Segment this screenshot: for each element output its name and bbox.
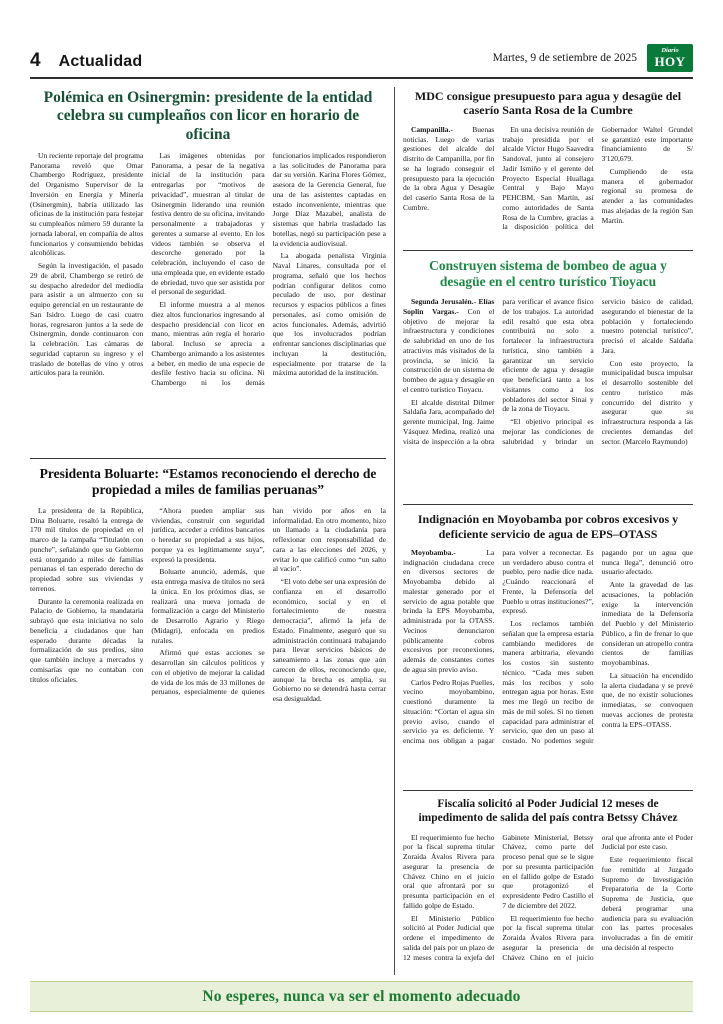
- paragraph: Con este proyecto, la municipalidad busca impulsar el desarrollo sostenible del centro turístico más concurrido del distrito y asegurar que su infraestructura responda a las crecientes demandas del sector. (Marcelo Raymundo): [601, 358, 693, 446]
- logo-hoy-text: HOY: [654, 53, 686, 69]
- article-osinergmin: [30, 89, 386, 451]
- paragraph: Boluarte anunció, además, que esta entrega masiva de títulos no será la única. En los próximos días, se realizará una nueva jornada de formalización a cargo del Ministerio de Desarrollo Agrario y Riego (Midagri), enfocada en predios rurales.: [151, 567, 265, 645]
- paragraph: El Ministerio Público solicitó al Poder Judicial que ordene el impedimento de salida del país por un plazo de 12 meses contra la exjefa del Gabinete Ministerial, Betssy Chávez, como parte del proceso penal que se le sigue por su presunta participación en el fallido golpe de Estado que protagonizó el expresidente Pedro Castillo el 7 de diciembre del 2022.: [403, 832, 594, 962]
- headline-mdc: MDC consigue presupuesto para agua y desagüe del caserío Santa Rosa de la Cumbre: [414, 89, 682, 118]
- paragraph: La abogada penalista Virginia Naval Linares, consultada por el programa, señaló que los hechos podrían configurar delitos como peculado de uso, por destinar recursos y espacios públicos a fines personales, así como omisión de actos funcionales. Además, advirtió que los involucrados podrían enfrentar sanciones disciplinarias que incluyan la destitución, especialmente por tratarse de la máxima autoridad de la institución.: [272, 251, 386, 378]
- paragraph: Carlos Pedro Rojas Puelles, vecino moyobambino, cuestionó duramente la situación: “Cortan el agua sin previo aviso, cuando el servicio ya es deficiente. Y encima nos obligan a pagar para volver a reconectar. Es un verdadero abuso contra el pueblo, pero nadie dice nada. ¿Cuándo reaccionará el Frente, la Defensoría del Pueblo u otras instituciones?”, expresó.: [403, 547, 594, 746]
- page-content: [30, 79, 693, 975]
- article-mdc: [403, 89, 693, 243]
- paragraph: Campanilla.- Buenas noticias. Luego de varias gestiones del alcalde del distrito de Campanilla, por fin se ha logrado conseguir el presupuesto para la ejecución de la obra Agua y Desagüe del caserío Santa Rosa de la Cumbre.: [403, 124, 495, 212]
- page-date: Martes, 9 de setiembre de 2025: [492, 52, 637, 64]
- logo-diario-text: Diario: [661, 47, 679, 55]
- article-moyobamba: [403, 512, 693, 783]
- banner-text: No esperes, nunca va ser el momento adecuado: [202, 987, 521, 1005]
- headline-fiscalia: Fiscalía solicitó al Poder Judicial 12 meses de impedimento de salida del país contra Betssy Chávez: [418, 797, 678, 824]
- page-header: [30, 44, 693, 79]
- paragraph: Las imágenes obtenidas por Panorama, a pesar de la negativa inicial de la institución para entregarlas por “motivos de privacidad”, muestran al titular de Osinergmin liderando una reunión festiva dentro de su oficina, invitando personalmente a trabajadoras y gerentes a sumarse al evento. En los videos también se observa el descorche generado por la celebración, incluyendo el caso de una empleada que, en evidente estado de ebriedad, tuvo que ser asistida por el personal de seguridad.: [151, 150, 265, 297]
- paragraph: Ante la gravedad de las acusaciones, la población exige la intervención inmediata de la Defensoría del Pueblo y del Ministerio Público, a fin de frenar lo que consideran un atropello contra cientos de familias moyobambinas.: [601, 580, 693, 668]
- diario-hoy-logo: [647, 44, 693, 72]
- paragraph: “Ahora pueden ampliar sus viviendas, construir con seguridad jurídica, acceder a créditos bancarios o heredar su propiedad a sus hijos, porque ya es legítimamente suya”, expresó la presidenta.: [151, 505, 265, 564]
- headline-osinergmin: Polémica en Osinergmin: presidente de la entidad celebra su cumpleaños con licor en horario de oficina: [43, 89, 373, 143]
- headline-moyobamba: Indignación en Moyobamba por cobros excesivos y deficiente servicio de agua de EPS–OTASS: [417, 512, 679, 541]
- vertical-divider: [394, 87, 395, 975]
- paragraph: Cumpliendo de esta manera el gobernador regional su promesa de atender a las comunidades mas alejadas de la región San Martín.: [601, 166, 693, 225]
- page-number: 4: [30, 50, 41, 71]
- article-body: [30, 151, 386, 451]
- paragraph: La situación ha encendido la alerta ciudadana y se prevé que, de no existir soluciones inmediatas, se convoquen nuevas acciones de protesta contra la EPS–OTASS.: [601, 670, 693, 729]
- divider: [403, 250, 693, 251]
- paragraph: El alcalde distrital Dilmer Saldaña Jara, acompañado del gerente municipal, Ing. Jaime Vásquez Medina, realizó una visita de inspección a la obra para verificar el avance físico de los trabajos. La autoridad edil resaltó que esta obra contribuirá no solo a fortalecer la infraestructura turística, sino también a garantizar un servicio eficiente de agua y desagüe que beneficiará tanto a los visitantes como a los pobladores del sector Sinai y de la zona de Tioyacu.: [403, 297, 594, 446]
- paragraph: “El objetivo principal es mejorar las condiciones de salubridad y brindar un servicio básico de calidad, asegurando el bienestar de la población y fortaleciendo nuestro potencial turístico”, precisó el alcalde Saldaña Jara.: [502, 297, 693, 446]
- paragraph: Un reciente reportaje del programa Panorama reveló que Omar Chambergo Rodríguez, presidente del Organismo Supervisor de la Inversión en Energía y Minería (Osinergmin), habría utilizado las oficinas de la institución para festejar su cumpleaños número 59 durante la jornada laboral, en compañía de altos funcionarios y consumiendo bebidas alcohólicas.: [30, 150, 144, 258]
- article-body: [403, 125, 693, 243]
- headline-boluarte: Presidenta Boluarte: “Estamos reconociendo el derecho de propiedad a miles de familias peruanas”: [39, 465, 377, 498]
- article-body: [403, 548, 693, 783]
- article-body: [403, 833, 693, 975]
- paragraph: El informe muestra a al menos diez altos funcionarios ingresando al despacho presidencial con licor en mano, mientras aún regía el horario laboral. Incluso se aprecia a Chambergo animando a los asistentes a beber, en medio de una especie de desfile festivo hacia su oficina. Ni Chambergo ni los demás funcionarios implicados respondieron a las solicitudes de Panorama para dar su versión. Karina Flores Gómez, asesora de la Gerencia General, fue una de las asistentes captadas en estado inconveniente, mientras que Jorge Díaz Mazabel, analista de sistemas que habría trasladado las botellas, negó su participación pese a la evidencia audiovisual.: [151, 150, 386, 388]
- divider: [403, 504, 693, 505]
- paragraph: Este requerimiento fiscal fue remitido al Juzgado Supremo de Investigación Preparatoria de la Corte Suprema de Justicia, que deberá programar una audiencia para su evaluación con las partes procesales involucradas a fin de emitir una decisión al respecto: [601, 855, 693, 952]
- article-body: [403, 297, 693, 497]
- paragraph: Afirmó que estas acciones se desarrollan sin cálculos políticos y con el objetivo de mejorar la calidad de vida de los más de 33 millones de peruanos, especialmente de quienes han vivido por años en la informalidad. En otro momento, hizo un llamado a la ciudadanía para reflexionar con responsabilidad de cara a las elecciones del 2026, y evitar lo que calificó como “un salto al vacío”.: [151, 505, 386, 697]
- section-title: Actualidad: [58, 53, 143, 70]
- paragraph: El requerimiento fue hecho por la fiscal suprema titular Zoraida Ávalos Rivera para asegurar la presencia de Chávez Chino en el juicio oral que afronta ante el Poder Judicial por este caso.: [502, 832, 693, 962]
- paragraph: En una decisiva reunión de trabajo presidida por el alcalde Víctor Hugo Saavedra Sandoval, junto al consejero Jadir Ismiño y el gerente del Proyecto Especial Huallaga Central y Bajo Mayo PEHCBM, San Martín, así como autoridades de Santa Rosa de la Cumbre, gracias a la disposición política del Gobernador Waltel Grundel se garantizó este importante financiamiento de S/ 3'120,679.: [502, 124, 693, 232]
- left-column: [30, 87, 386, 975]
- paragraph: Segunda Jerusalén.- Elías Soplin Vargas.- Con el objetivo de mejorar la infraestructura y condiciones de salubridad en uno de los atractivos más visitados de la provincia, se inició la construcción de un sistema de bombeo de agua y desagüe en el centro turístico Tioyacu.: [403, 297, 495, 394]
- divider: [30, 458, 386, 459]
- paragraph: La presidenta de la República, Dina Boluarte, resaltó la entrega de 170 mil títulos de propiedad en el marco de la campaña “Titulatón con punche”, señalando que su Gobierno está otorgando a miles de familias peruanas el tan esperado derecho de propiedad sobre sus viviendas y terrenos.: [30, 505, 144, 593]
- paragraph: Según la investigación, el pasado 29 de abril, Chambergo se retiró de su despacho alrededor del mediodía para asistir a un almuerzo con su equipo gerencial en un restaurante de San Isidro. Luego de casi cuatro horas, regresaron juntos a la sede de Osinergmin, donde continuaron con la celebración. Las cámaras de seguridad captaron su ingreso y el traslado de botellas de vino y otros artículos para la reunión.: [30, 261, 144, 378]
- bottom-banner: [30, 981, 693, 1012]
- paragraph: Los reclamos también señalan que la empresa estaría cambiando medidores de manera arbitraria, elevando los costos sin sustento técnico. “Cada mes suben más los recibos y solo entregan agua por horas. Este mes me llegó un recibo de más de mil soles. Si no tienen capacidad para administrar el servicio, que den un paso al costado. No podemos seguir pagando por un agua que nunca llega”, denunció otro usuario afectado.: [502, 547, 693, 746]
- header-left: [30, 50, 142, 72]
- right-column: [403, 87, 693, 975]
- article-boluarte: [30, 466, 386, 841]
- headline-tioyacu: Construyen sistema de bombeo de agua y desagüe en el centro turístico Tioyacu: [429, 257, 667, 289]
- header-right: [493, 44, 693, 72]
- paragraph: Durante la ceremonia realizada en Palacio de Gobierno, la mandataria subrayó que esta iniciativa no solo beneficia a ciudadanos que han esperado durante décadas la formalización de sus predios, sino que también incluye a mercados y comisarías que no contaban con títulos oficiales.: [30, 596, 144, 684]
- article-tioyacu: [403, 258, 693, 497]
- divider: [403, 790, 693, 791]
- paragraph: Moyobamba.- La indignación ciudadana crece en diversos sectores de Moyobamba debido al malestar generado por el servicio de agua potable que brinda la EPS Moyobamba, administrada por la OTASS. Vecinos denunciaron públicamente cobros excesivos por reconexiones, además de constantes cortes de agua sin previo aviso.: [403, 547, 495, 674]
- article-body: [30, 506, 386, 841]
- article-fiscalia: [403, 798, 693, 975]
- paragraph: El requerimiento fue hecho por la fiscal suprema titular Zoraida Ávalos Rivera para asegurar la presencia de Chávez Chino en el juicio oral que afrontará por su presunta participación en el fallido golpe de Estado.: [403, 832, 495, 910]
- paragraph: “El voto debe ser una expresión de confianza en el desarrollo económico, social y en el fortalecimiento de nuestra democracia”, afirmó la jefa de Estado. Finalmente, aseguró que su administración continuará trabajando para llevar servicios básicos de saneamiento a las zonas que aún carecen de ellos, reconociendo que, aunque la brecha es amplia, su Gobierno no se detendrá hasta cerrar esa desigualdad.: [272, 577, 386, 704]
